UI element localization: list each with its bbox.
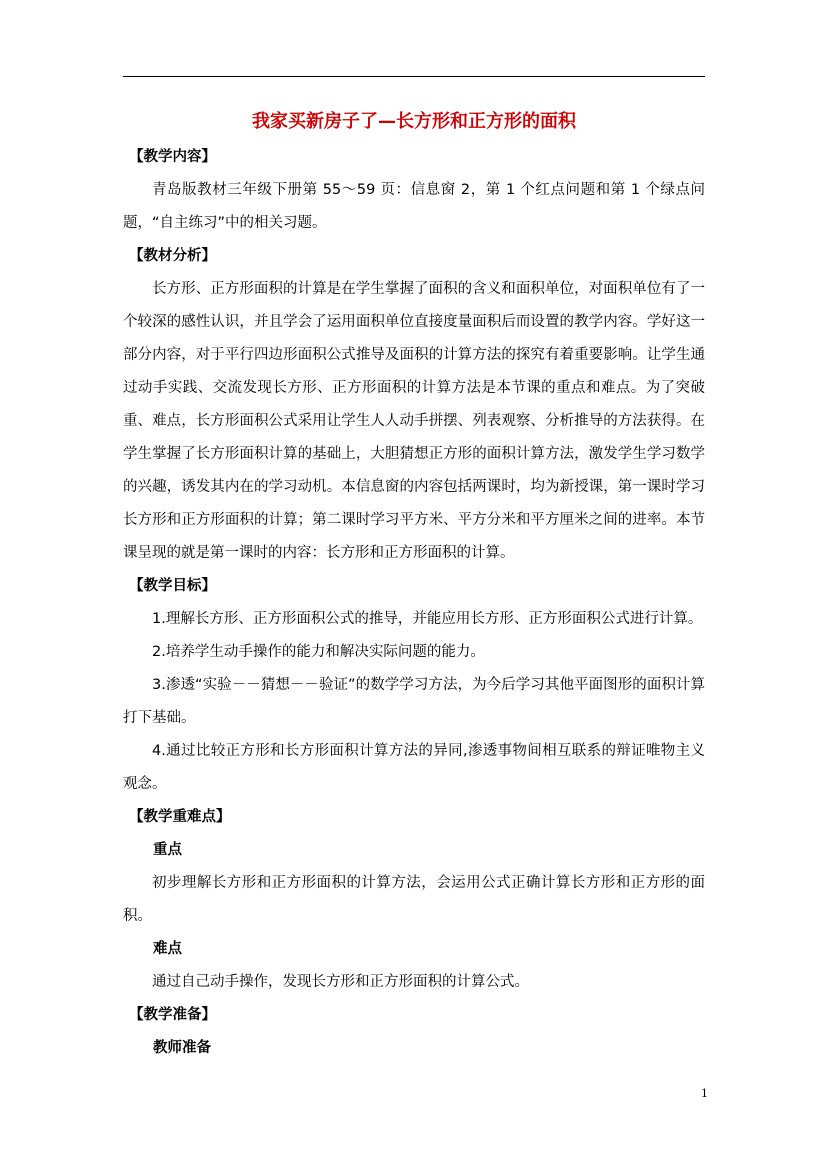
goal-item: 2.培养学生动手操作的能力和解决实际问题的能力。 [152,644,485,660]
difficulty-label: 难点 [153,941,182,957]
difficulty-text: 通过自己动手操作，发现长方形和正方形面积的计算公式。 [152,974,529,990]
header-rule [123,76,705,77]
section-heading-content: 【教学内容】 [129,149,216,165]
section-heading-preparation: 【教学准备】 [129,1007,216,1023]
analysis-paragraph: 长方形、正方形面积的计算是在学生掌握了面积的含义和面积单位，对面积单位有了一个较深的感性认识，并且学会了运用面积单位直接度量面积后而设置的教学内容。学好这一部分内容，对于平行四边形面积公式推导及面积的计算方法的探究有着重要影响。让学生通过动手实践、交流发现长方形、正方形面积的计算方法是本节课的重点和难点。为了突破重、难点，长方形面积公式采用让学生人人动手拼摆、列表观察、分析推导的方法获得。在学生掌握了长方形面积计算的基础上，大胆猜想正方形的面积计算方法，激发学生学习数学的兴趣，诱发其内在的学习动机。本信息窗的内容包括两课时，均为新授课，第一课时学习长方形和正方形面积的计算；第二课时学习平方米、平方分米和平方厘米之间的进率。本节课呈现的就是第一课时的内容：长方形和正方形面积的计算。 [123,281,705,561]
teacher-prep-label: 教师准备 [153,1040,211,1056]
goal-item: 4.通过比较正方形和长方形面积计算方法的异同,渗透事物间相互联系的辩证唯物主义观念。 [123,743,705,792]
content-paragraph: 青岛版教材三年级下册第 55～59 页：信息窗 2，第 1 个红点问题和第 1 个绿点问题，“自主练习”中的相关习题。 [123,182,705,231]
document-title: 我家买新房子了—长方形和正方形的面积 [252,111,576,132]
goal-item: 3.渗透“实验－－猜想－－验证”的数学学习方法，为今后学习其他平面图形的面积计算打下基础。 [123,677,705,726]
document-body [123,107,705,1065]
section-heading-analysis: 【教材分析】 [129,248,216,264]
section-heading-goals: 【教学目标】 [129,578,216,594]
key-point-text: 初步理解长方形和正方形面积的计算方法，会运用公式正确计算长方形和正方形的面积。 [123,875,705,924]
goal-item: 1.理解长方形、正方形面积公式的推导，并能应用长方形、正方形面积公式进行计算。 [152,611,703,627]
page-number: 1 [701,1087,708,1100]
key-point-label: 重点 [153,842,182,858]
section-heading-keypoints: 【教学重难点】 [129,809,231,825]
